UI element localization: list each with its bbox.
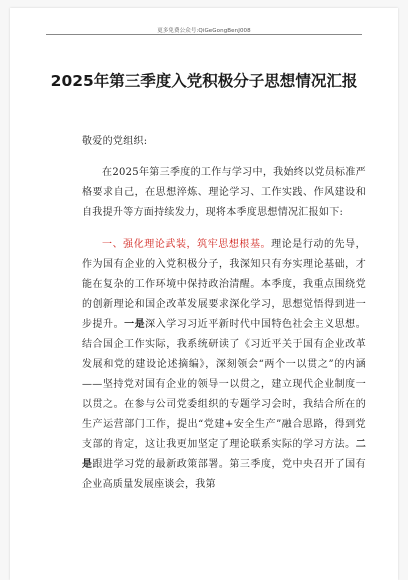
first-point-label: 一是 xyxy=(124,319,146,330)
intro-paragraph: 在2025年第三季度的工作与学习中，我始终以党员标准严格要求自己，在思想淬炼、理论学习、工作实践、作风建设和自我提升等方面持续发力，现将本季度思想情况汇报如下: xyxy=(82,167,366,218)
section-1-text-3: 跟进学习党的最新政策部署。第三季度，党中央召开了国有企业高质量发展座谈会，我第 xyxy=(82,459,366,490)
section-1-heading: 一、强化理论武装，筑牢思想根基。 xyxy=(102,239,272,250)
document-title: 2025年第三季度入党积极分子思想情况汇报 xyxy=(50,72,358,90)
salutation: 敬爱的党组织: xyxy=(82,136,148,147)
document-page xyxy=(10,8,398,580)
section-1-text-2: 深入学习习近平新时代中国特色社会主义思想。结合国企工作实际，我系统研读了《习近平关于国有企业改革发展和党的建设论述摘编》，深刻领会“两个一以贯之”的内涵——坚持党对国有企业的领导一以贯之，建立现代企业制度一以贯之。在参与公司党委组织的专题学习会时，我结合所在的生产运营部门工作，提出“党建+安全生产”融合思路，得到党支部的肯定，这让我更加坚定了理论联系实际的学习方法。 xyxy=(82,319,366,450)
section-1-paragraph xyxy=(82,235,366,495)
section-1-text-1: 理论是行动的先导，作为国有企业的入党积极分子，我深知只有夯实理论基础，才能在复杂的工作环境中保持政治清醒。本季度，我重点围绕党的创新理论和国企改革发展要求深化学习，思想觉悟得到进一步提升。 xyxy=(82,239,366,330)
header-divider xyxy=(46,34,362,35)
second-point-label: 二是 xyxy=(82,439,366,470)
document-body xyxy=(82,132,366,495)
header-note: 更多免费公众号:QiGeGongBenJ008 xyxy=(157,28,251,34)
